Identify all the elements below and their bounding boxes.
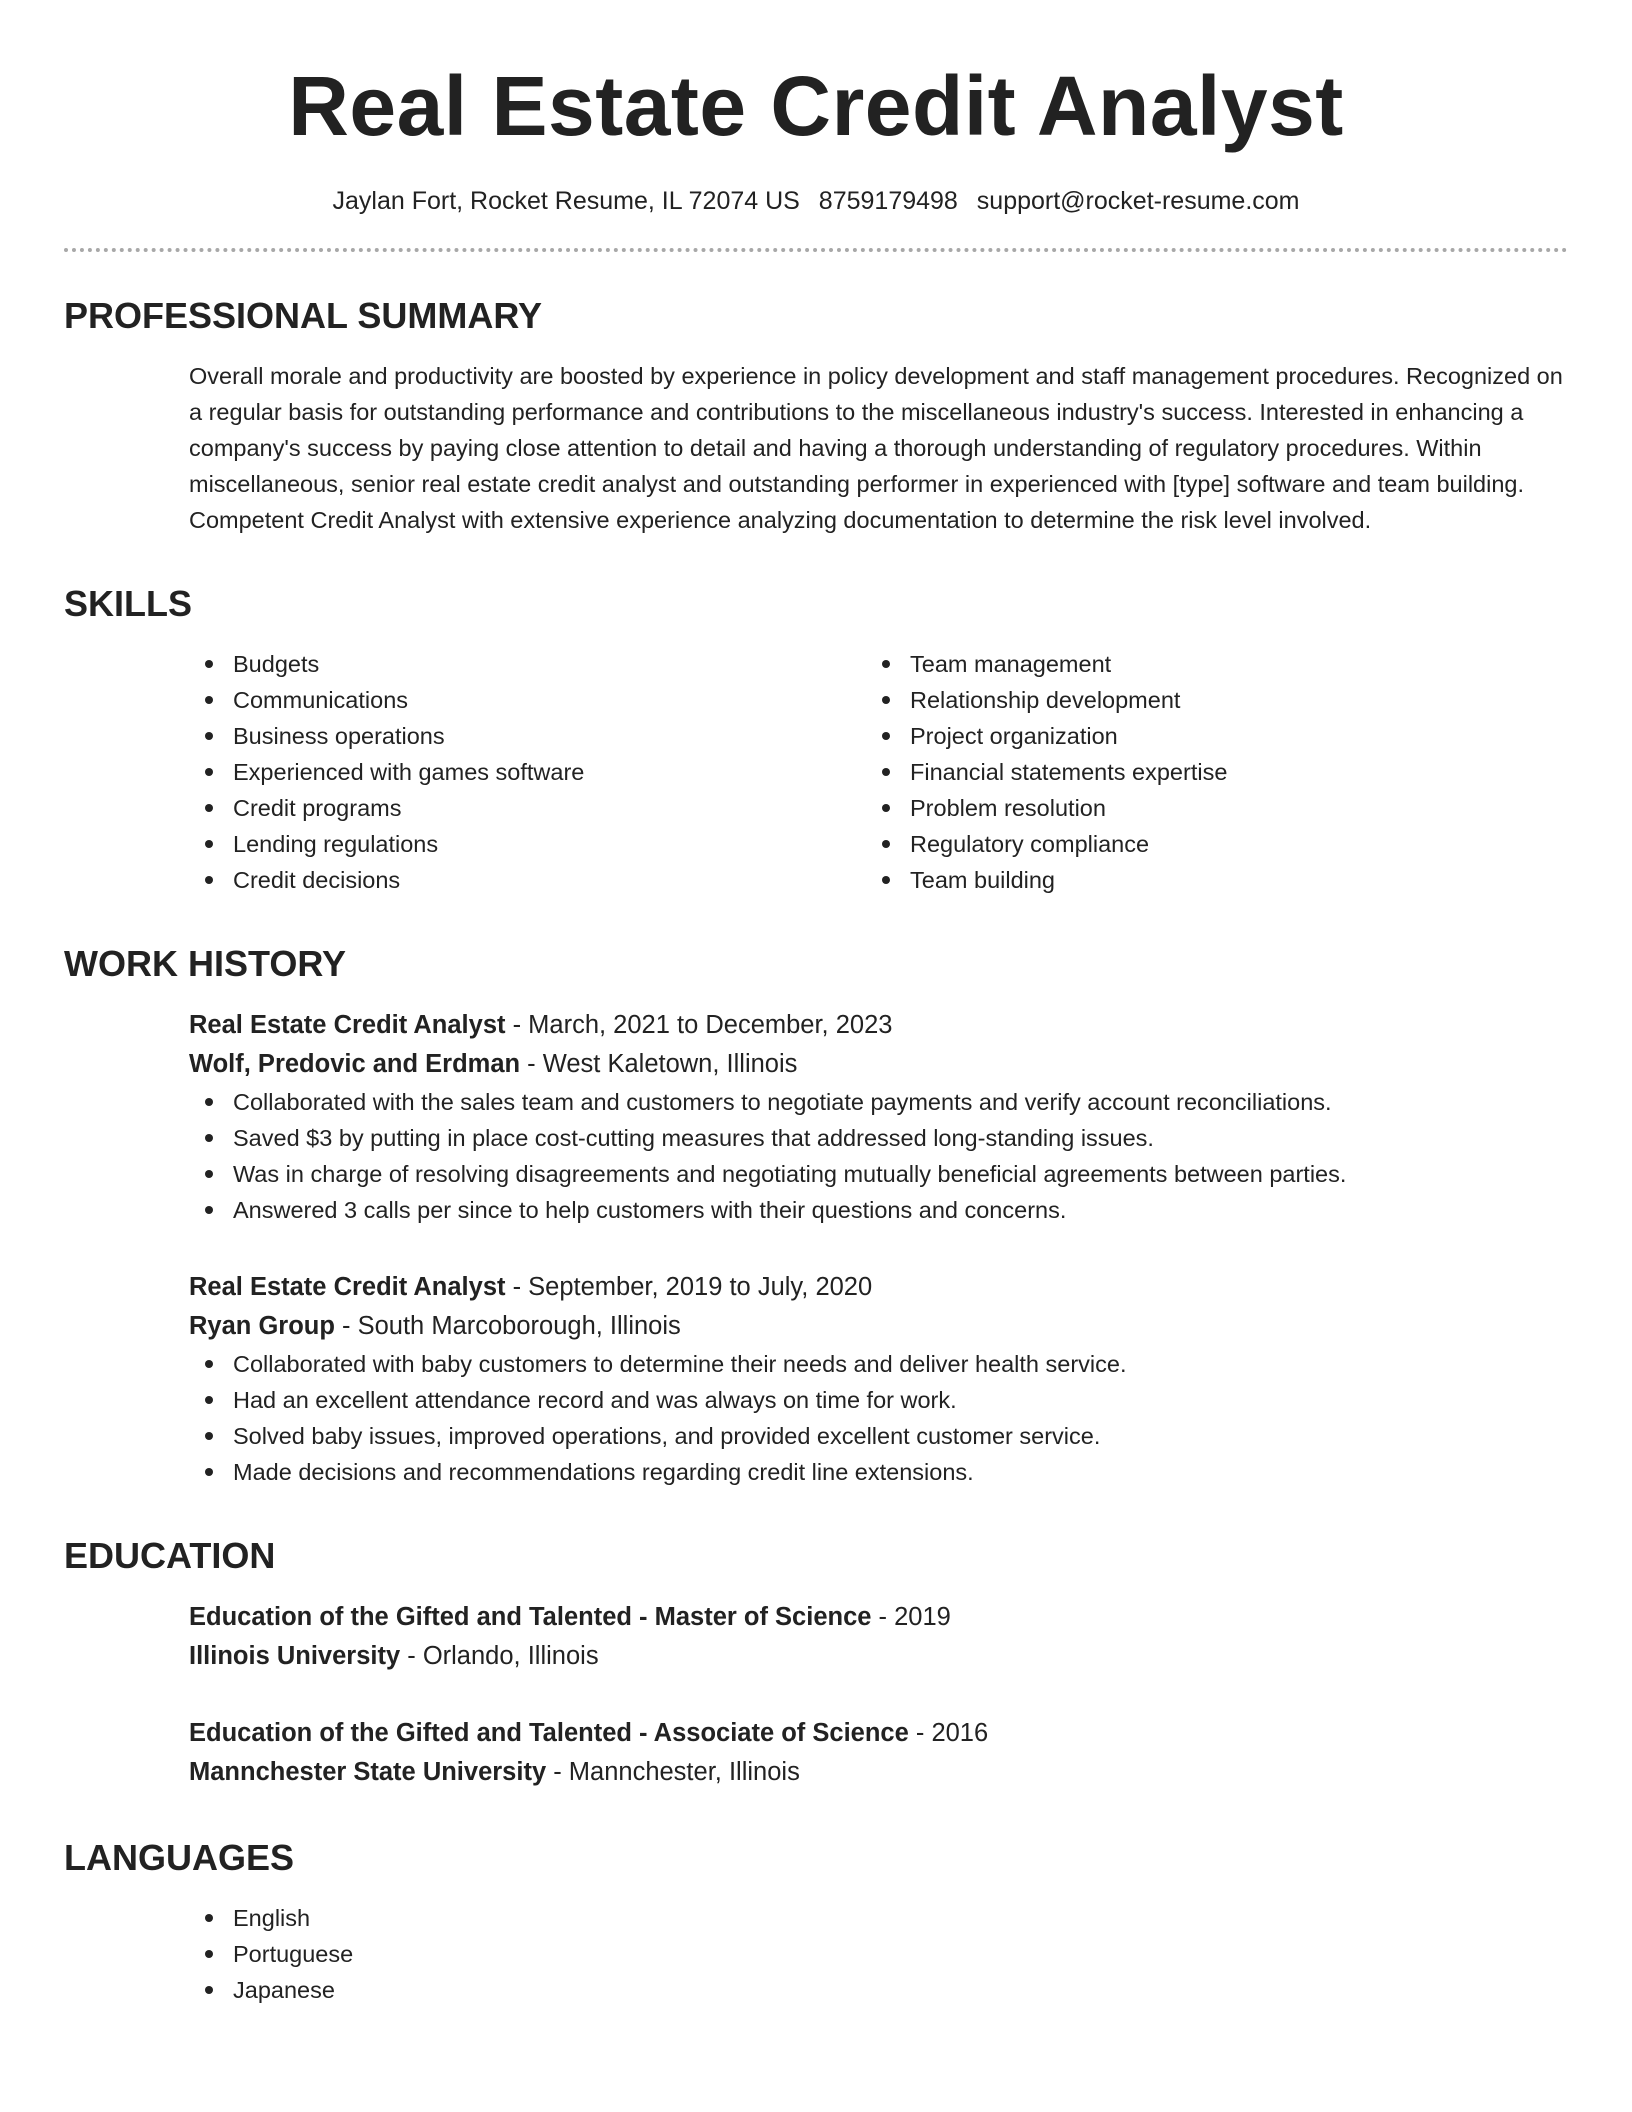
bullet-icon — [205, 1432, 213, 1440]
bullet-icon — [205, 1986, 213, 1994]
education-location: - Mannchester, Illinois — [546, 1758, 800, 1786]
education-degree: Education of the Gifted and Talented - Associate of Science — [189, 1719, 909, 1747]
bullet-icon — [205, 1134, 213, 1142]
education-degree-line — [189, 1598, 1568, 1637]
job-bullet: Collaborated with the sales team and customers to negotiate payments and verify account reconciliations. — [189, 1084, 1568, 1120]
job-entry — [189, 1268, 1568, 1490]
bullet-icon — [205, 1098, 213, 1106]
languages-heading: LANGUAGES — [64, 1837, 295, 1878]
bullet-icon — [882, 660, 890, 668]
education-entry — [189, 1714, 1568, 1792]
skill-item: Problem resolution — [866, 790, 1543, 826]
education-school: Mannchester State University — [189, 1758, 547, 1786]
bullet-icon — [882, 840, 890, 848]
job-bullets — [189, 1084, 1568, 1228]
skills-column-left — [189, 646, 866, 898]
job-location: - West Kaletown, Illinois — [520, 1050, 798, 1078]
skill-item: Communications — [189, 682, 866, 718]
skill-item: Lending regulations — [189, 826, 866, 862]
skill-item: Project organization — [866, 718, 1543, 754]
education-year: - 2019 — [871, 1603, 951, 1631]
job-title: Real Estate Credit Analyst — [189, 1011, 506, 1039]
bullet-icon — [205, 1950, 213, 1958]
bullet-icon — [205, 696, 213, 704]
bullet-icon — [205, 1360, 213, 1368]
skill-item: Budgets — [189, 646, 866, 682]
skill-item: Team building — [866, 862, 1543, 898]
education-year: - 2016 — [908, 1719, 989, 1747]
education-school-line — [189, 1753, 1568, 1792]
job-title-line — [189, 1268, 1568, 1307]
education-location: - Orlando, Illinois — [400, 1642, 599, 1670]
bullet-icon — [205, 660, 213, 668]
bullet-icon — [205, 840, 213, 848]
skill-item: Business operations — [189, 718, 866, 754]
resume-title: Real Estate Credit Analyst — [288, 59, 1344, 153]
skills-column-right — [866, 646, 1543, 898]
languages-section — [64, 1836, 1568, 2008]
skill-item: Credit programs — [189, 790, 866, 826]
job-company-line — [189, 1045, 1568, 1084]
job-dates: - March, 2021 to December, 2023 — [505, 1011, 893, 1039]
bullet-icon — [882, 696, 890, 704]
bullet-icon — [882, 876, 890, 884]
job-bullet: Had an excellent attendance record and was always on time for work. — [189, 1382, 1568, 1418]
bullet-icon — [205, 1914, 213, 1922]
work-history-heading: WORK HISTORY — [64, 943, 347, 984]
skill-item: Team management — [866, 646, 1543, 682]
skill-item: Credit decisions — [189, 862, 866, 898]
bullet-icon — [205, 732, 213, 740]
summary-section — [64, 294, 1568, 538]
education-degree: Education of the Gifted and Talented - Master of Science — [189, 1603, 872, 1631]
job-company: Wolf, Predovic and Erdman — [189, 1050, 521, 1078]
bullet-icon — [882, 804, 890, 812]
bullet-icon — [205, 804, 213, 812]
skill-item: Regulatory compliance — [866, 826, 1543, 862]
job-location: - South Marcoborough, Illinois — [334, 1312, 681, 1340]
work-history-section — [64, 942, 1568, 1490]
resume-header — [64, 0, 1568, 252]
job-bullet: Saved $3 by putting in place cost-cutting measures that addressed long-standing issues. — [189, 1120, 1568, 1156]
job-title: Real Estate Credit Analyst — [189, 1273, 506, 1301]
education-school-line — [189, 1637, 1568, 1676]
contact-line — [64, 184, 1568, 218]
education-degree-line — [189, 1714, 1568, 1753]
bullet-icon — [205, 1396, 213, 1404]
bullet-icon — [205, 876, 213, 884]
bullet-icon — [205, 1206, 213, 1214]
skills-grid — [189, 646, 1568, 898]
job-dates: - September, 2019 to July, 2020 — [505, 1273, 873, 1301]
contact-email[interactable]: support@rocket-resume.com — [976, 187, 1300, 215]
bullet-icon — [882, 732, 890, 740]
bullet-icon — [205, 1468, 213, 1476]
language-item: English — [189, 1900, 1568, 1936]
language-item: Portuguese — [189, 1936, 1568, 1972]
summary-heading: PROFESSIONAL SUMMARY — [64, 295, 543, 336]
skill-item: Experienced with games software — [189, 754, 866, 790]
skill-item: Relationship development — [866, 682, 1543, 718]
education-heading: EDUCATION — [64, 1535, 276, 1576]
job-company-line — [189, 1307, 1568, 1346]
languages-list — [189, 1900, 1568, 2008]
education-entry — [189, 1598, 1568, 1676]
summary-text: Overall morale and productivity are boosted by experience in policy development and staff management procedures. Recognized on a regular basis for outstanding performance and contributions to the miscellaneous industry's success. Interested in enhancing a company's success by paying close attention to detail and having a thorough understanding of regulatory procedures. Within miscellaneous, senior real estate credit analyst and outstanding performer in experienced with [type] software and team building. Competent Credit Analyst with extensive experience analyzing documentation to determine the risk level involved. — [189, 363, 1563, 533]
job-bullet: Answered 3 calls per since to help customers with their questions and concerns. — [189, 1192, 1568, 1228]
job-bullet: Solved baby issues, improved operations, and provided excellent customer service. — [189, 1418, 1568, 1454]
job-company: Ryan Group — [189, 1312, 335, 1340]
contact-phone: 8759179498 — [818, 187, 958, 215]
skills-section — [64, 582, 1568, 898]
bullet-icon — [882, 768, 890, 776]
language-item: Japanese — [189, 1972, 1568, 2008]
skill-item: Financial statements expertise — [866, 754, 1543, 790]
job-bullet: Was in charge of resolving disagreements and negotiating mutually beneficial agreements between parties. — [189, 1156, 1568, 1192]
bullet-icon — [205, 768, 213, 776]
education-school: Illinois University — [189, 1642, 401, 1670]
job-bullet: Made decisions and recommendations regarding credit line extensions. — [189, 1454, 1568, 1490]
education-section — [64, 1534, 1568, 1792]
job-title-line — [189, 1006, 1568, 1045]
skills-heading: SKILLS — [64, 583, 193, 624]
job-entry — [189, 1006, 1568, 1228]
contact-address: Jaylan Fort, Rocket Resume, IL 72074 US — [332, 187, 800, 215]
job-bullets — [189, 1346, 1568, 1490]
job-bullet: Collaborated with baby customers to determine their needs and deliver health service. — [189, 1346, 1568, 1382]
bullet-icon — [205, 1170, 213, 1178]
header-divider — [64, 248, 1568, 252]
